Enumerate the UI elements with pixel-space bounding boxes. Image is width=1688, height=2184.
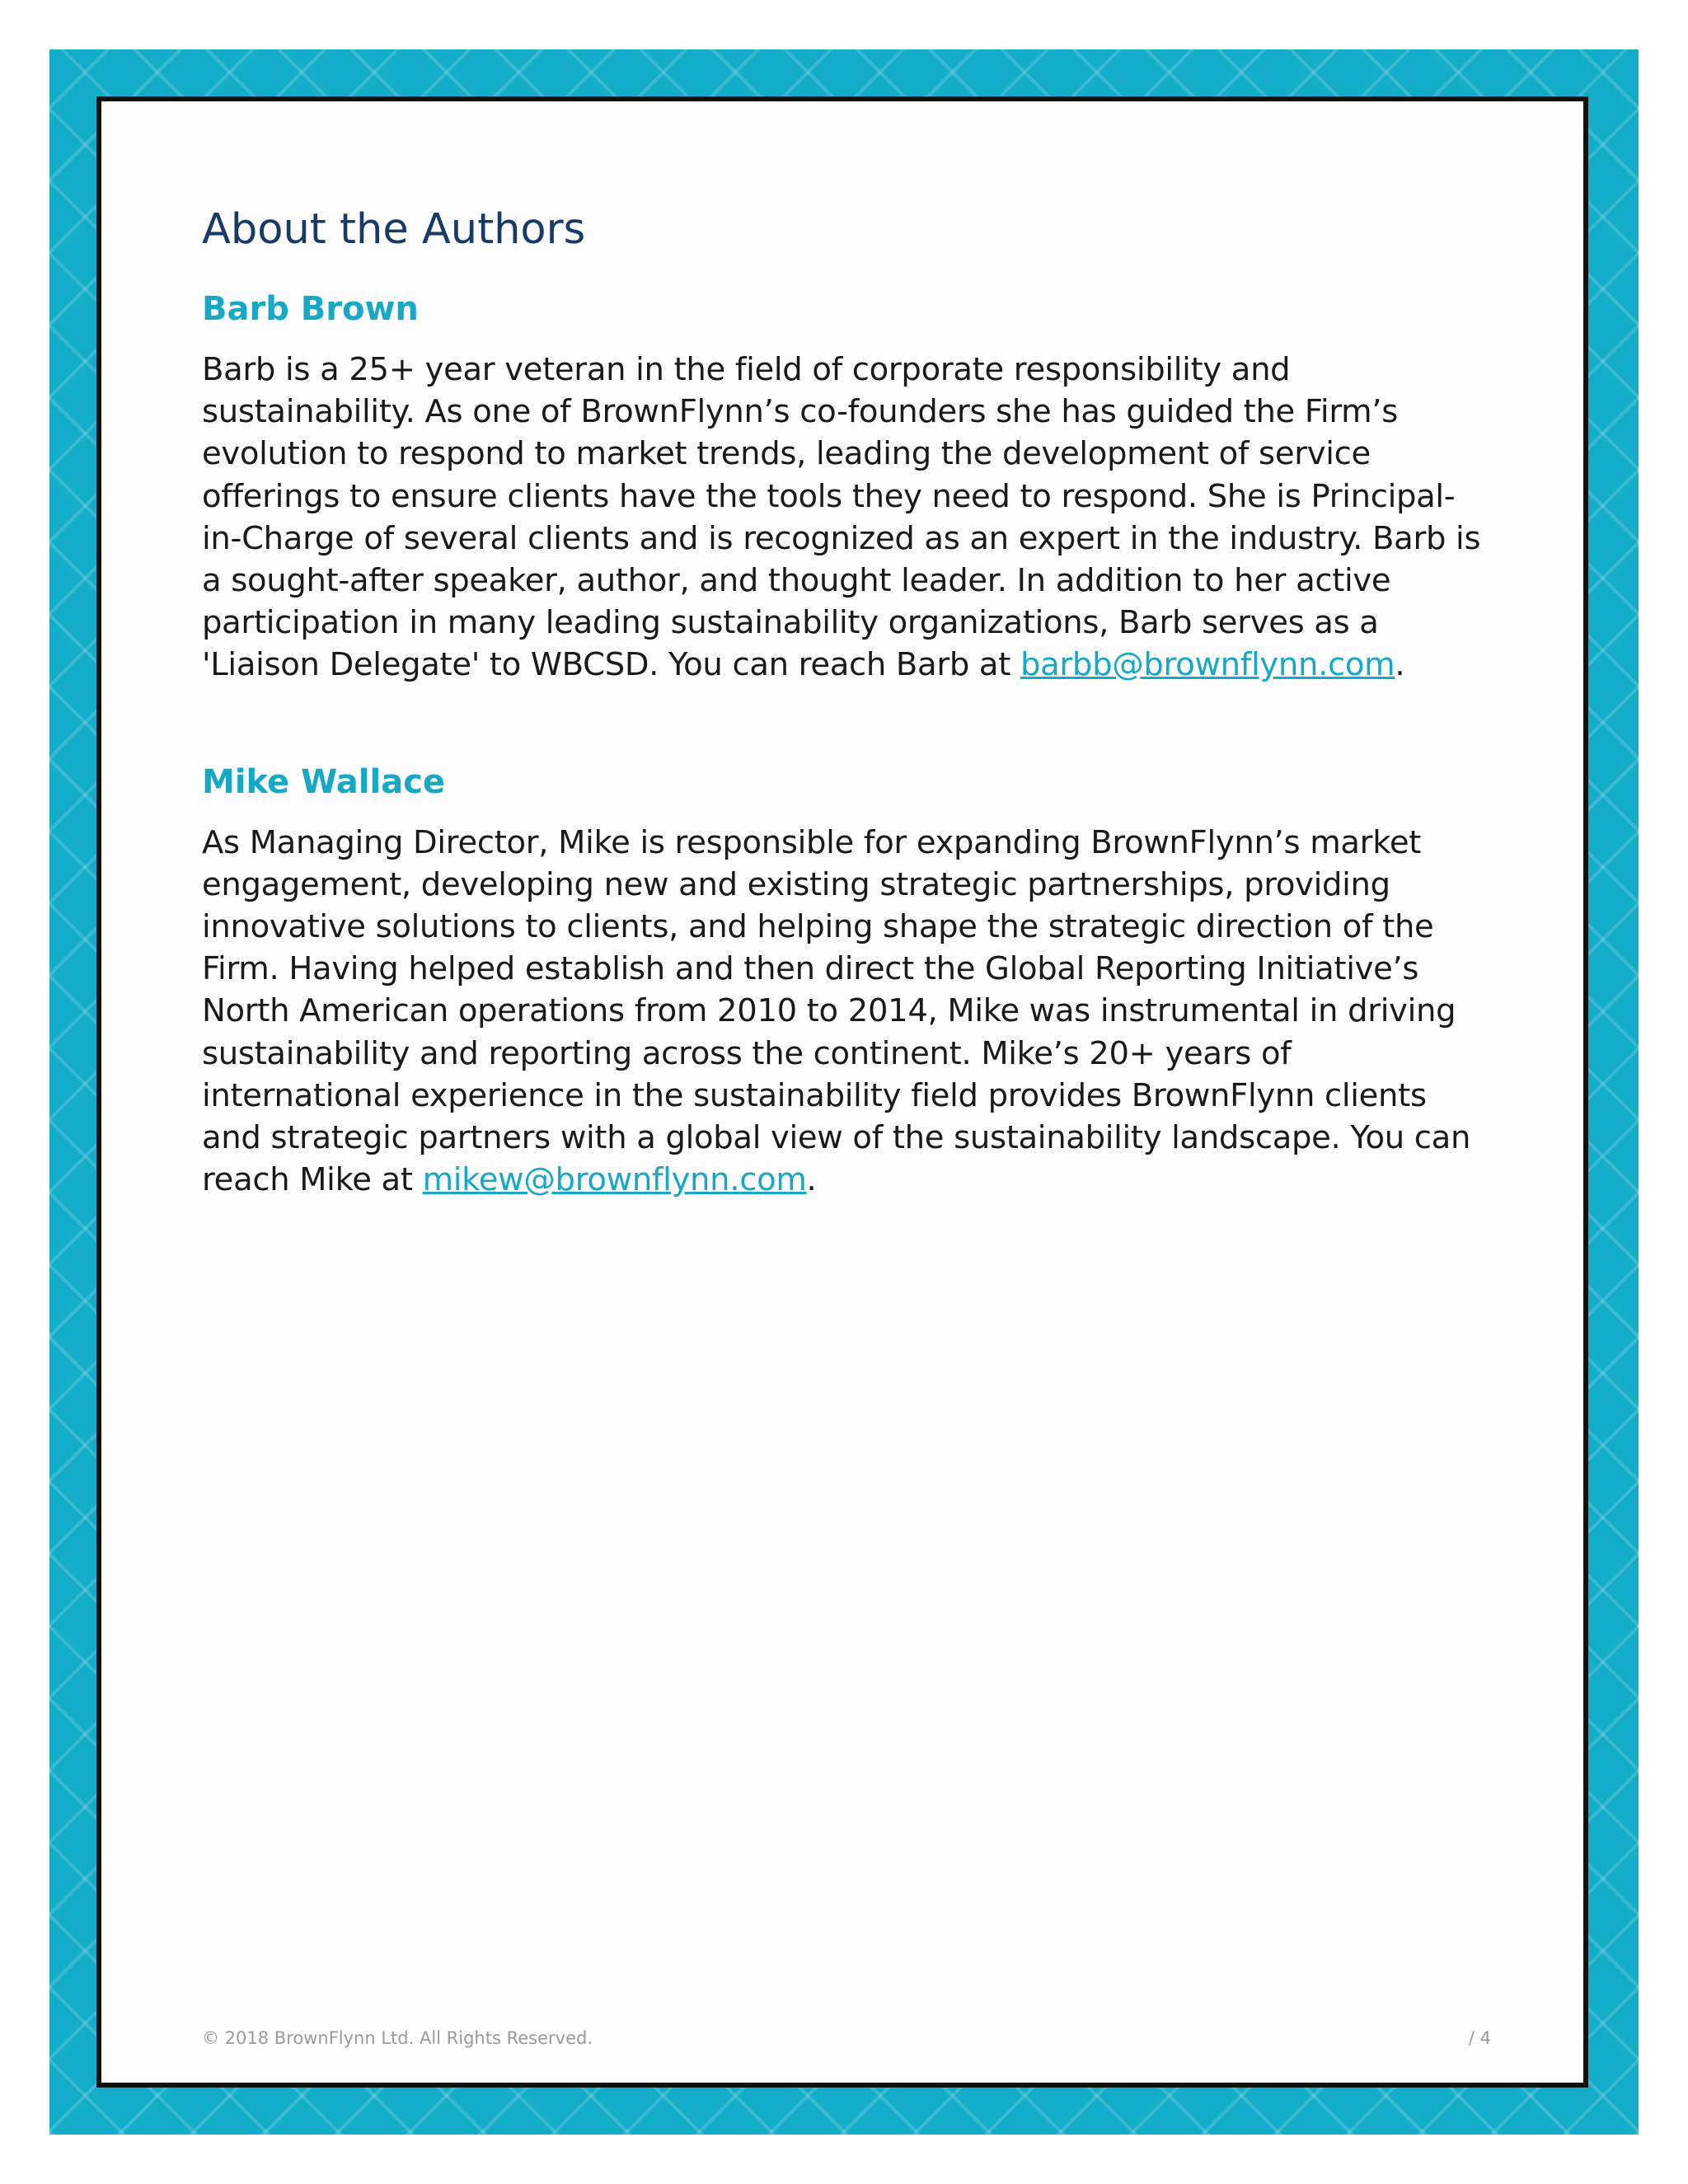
author-bio: [202, 822, 1488, 1202]
document-page: [96, 96, 1588, 2088]
author-name: Mike Wallace: [202, 762, 446, 801]
author-section-barb-brown: [202, 284, 1488, 687]
author-name: Barb Brown: [202, 290, 419, 328]
page-content: [202, 200, 1488, 1201]
author-bio: [202, 349, 1488, 687]
copyright-text: © 2018 BrownFlynn Ltd. All Rights Reserved.: [202, 2028, 593, 2048]
bio-end-punctuation: .: [1395, 646, 1405, 684]
bio-end-punctuation: .: [806, 1161, 817, 1199]
page-footer: [202, 2028, 1491, 2048]
email-link[interactable]: mikew@brownflynn.com: [422, 1161, 807, 1199]
bio-text: As Managing Director, Mike is responsible for expanding BrownFlynn’s market engagement, developing new and existing strategic partnerships, providing innovative solutions to clients, and helping shape the strategic direction of the Firm. Having helped establish and then direct the Global Reporting Initiative’s North American operations from 2010 to 2014, Mike was instrumental in driving sustainability and reporting across the continent. Mike’s 20+ years of international experience in the sustainability field provides BrownFlynn clients and strategic partners with a global view of the sustainability landscape. You can reach Mike at: [202, 823, 1471, 1199]
bio-text: Barb is a 25+ year veteran in the field of corporate responsibility and sustainability. As one of BrownFlynn’s co-founders she has guided the Firm’s evolution to respond to market trends, leading the development of service offerings to ensure clients have the tools they need to respond. She is Principal-in-Charge of several clients and is recognized as an expert in the industry. Barb is a sought-after speaker, author, and thought leader. In addition to her active participation in many leading sustainability organizations, Barb serves as a 'Liaison Delegate' to WBCSD. You can reach Barb at: [202, 351, 1481, 684]
page-number: / 4: [1468, 2028, 1491, 2048]
author-section-mike-wallace: [202, 757, 1488, 1202]
email-link[interactable]: barbb@brownflynn.com: [1020, 646, 1395, 684]
page-title: About the Authors: [202, 205, 586, 254]
